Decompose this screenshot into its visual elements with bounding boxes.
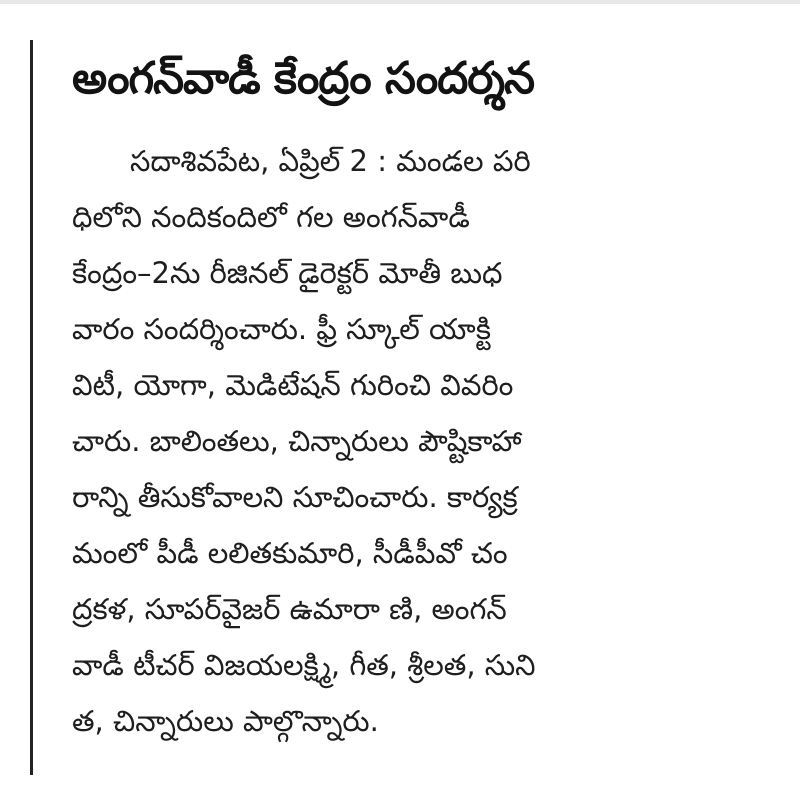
article-line: మంలో పీడీ లలితకుమారి, సీడీపీవో చం [72, 536, 508, 571]
article-line: ద్రకళ, సూపర్‌వైజర్ ఉమారా ణి, అంగన్ [72, 592, 507, 627]
column-divider [30, 40, 33, 775]
article-line: వాడీ టీచర్ విజయలక్ష్మి, గీత, శ్రీలత, సుని [72, 648, 536, 683]
article-line: వారం సందర్శించారు. ఫ్రీ స్కూల్ యాక్టి [72, 312, 492, 347]
article-line: ధిలోని నందికందిలో గల అంగన్‌వాడీ [72, 200, 470, 235]
article-line: సదాశివపేట, ఏప్రిల్ 2 : మండల పరి [130, 144, 531, 179]
article-line: త, చిన్నారులు పాల్గొన్నారు. [72, 704, 379, 739]
newspaper-clipping [72, 50, 692, 749]
article-line: రాన్ని తీసుకోవాలని సూచించారు. కార్యక్ర [72, 480, 518, 515]
article-line: కేంద్రం–2ను రీజినల్ డైరెక్టర్ మోతీ బుధ [72, 256, 503, 291]
top-border [0, 0, 800, 4]
article-line: విటీ, యోగా, మెడిటేషన్ గురించి వివరిం [72, 368, 514, 403]
article-headline: అంగన్‌వాడీ కేంద్రం సందర్శన [72, 53, 534, 104]
article-line: చారు. బాలింతలు, చిన్నారులు పౌష్టికాహా [72, 424, 522, 459]
article-body [72, 133, 692, 749]
